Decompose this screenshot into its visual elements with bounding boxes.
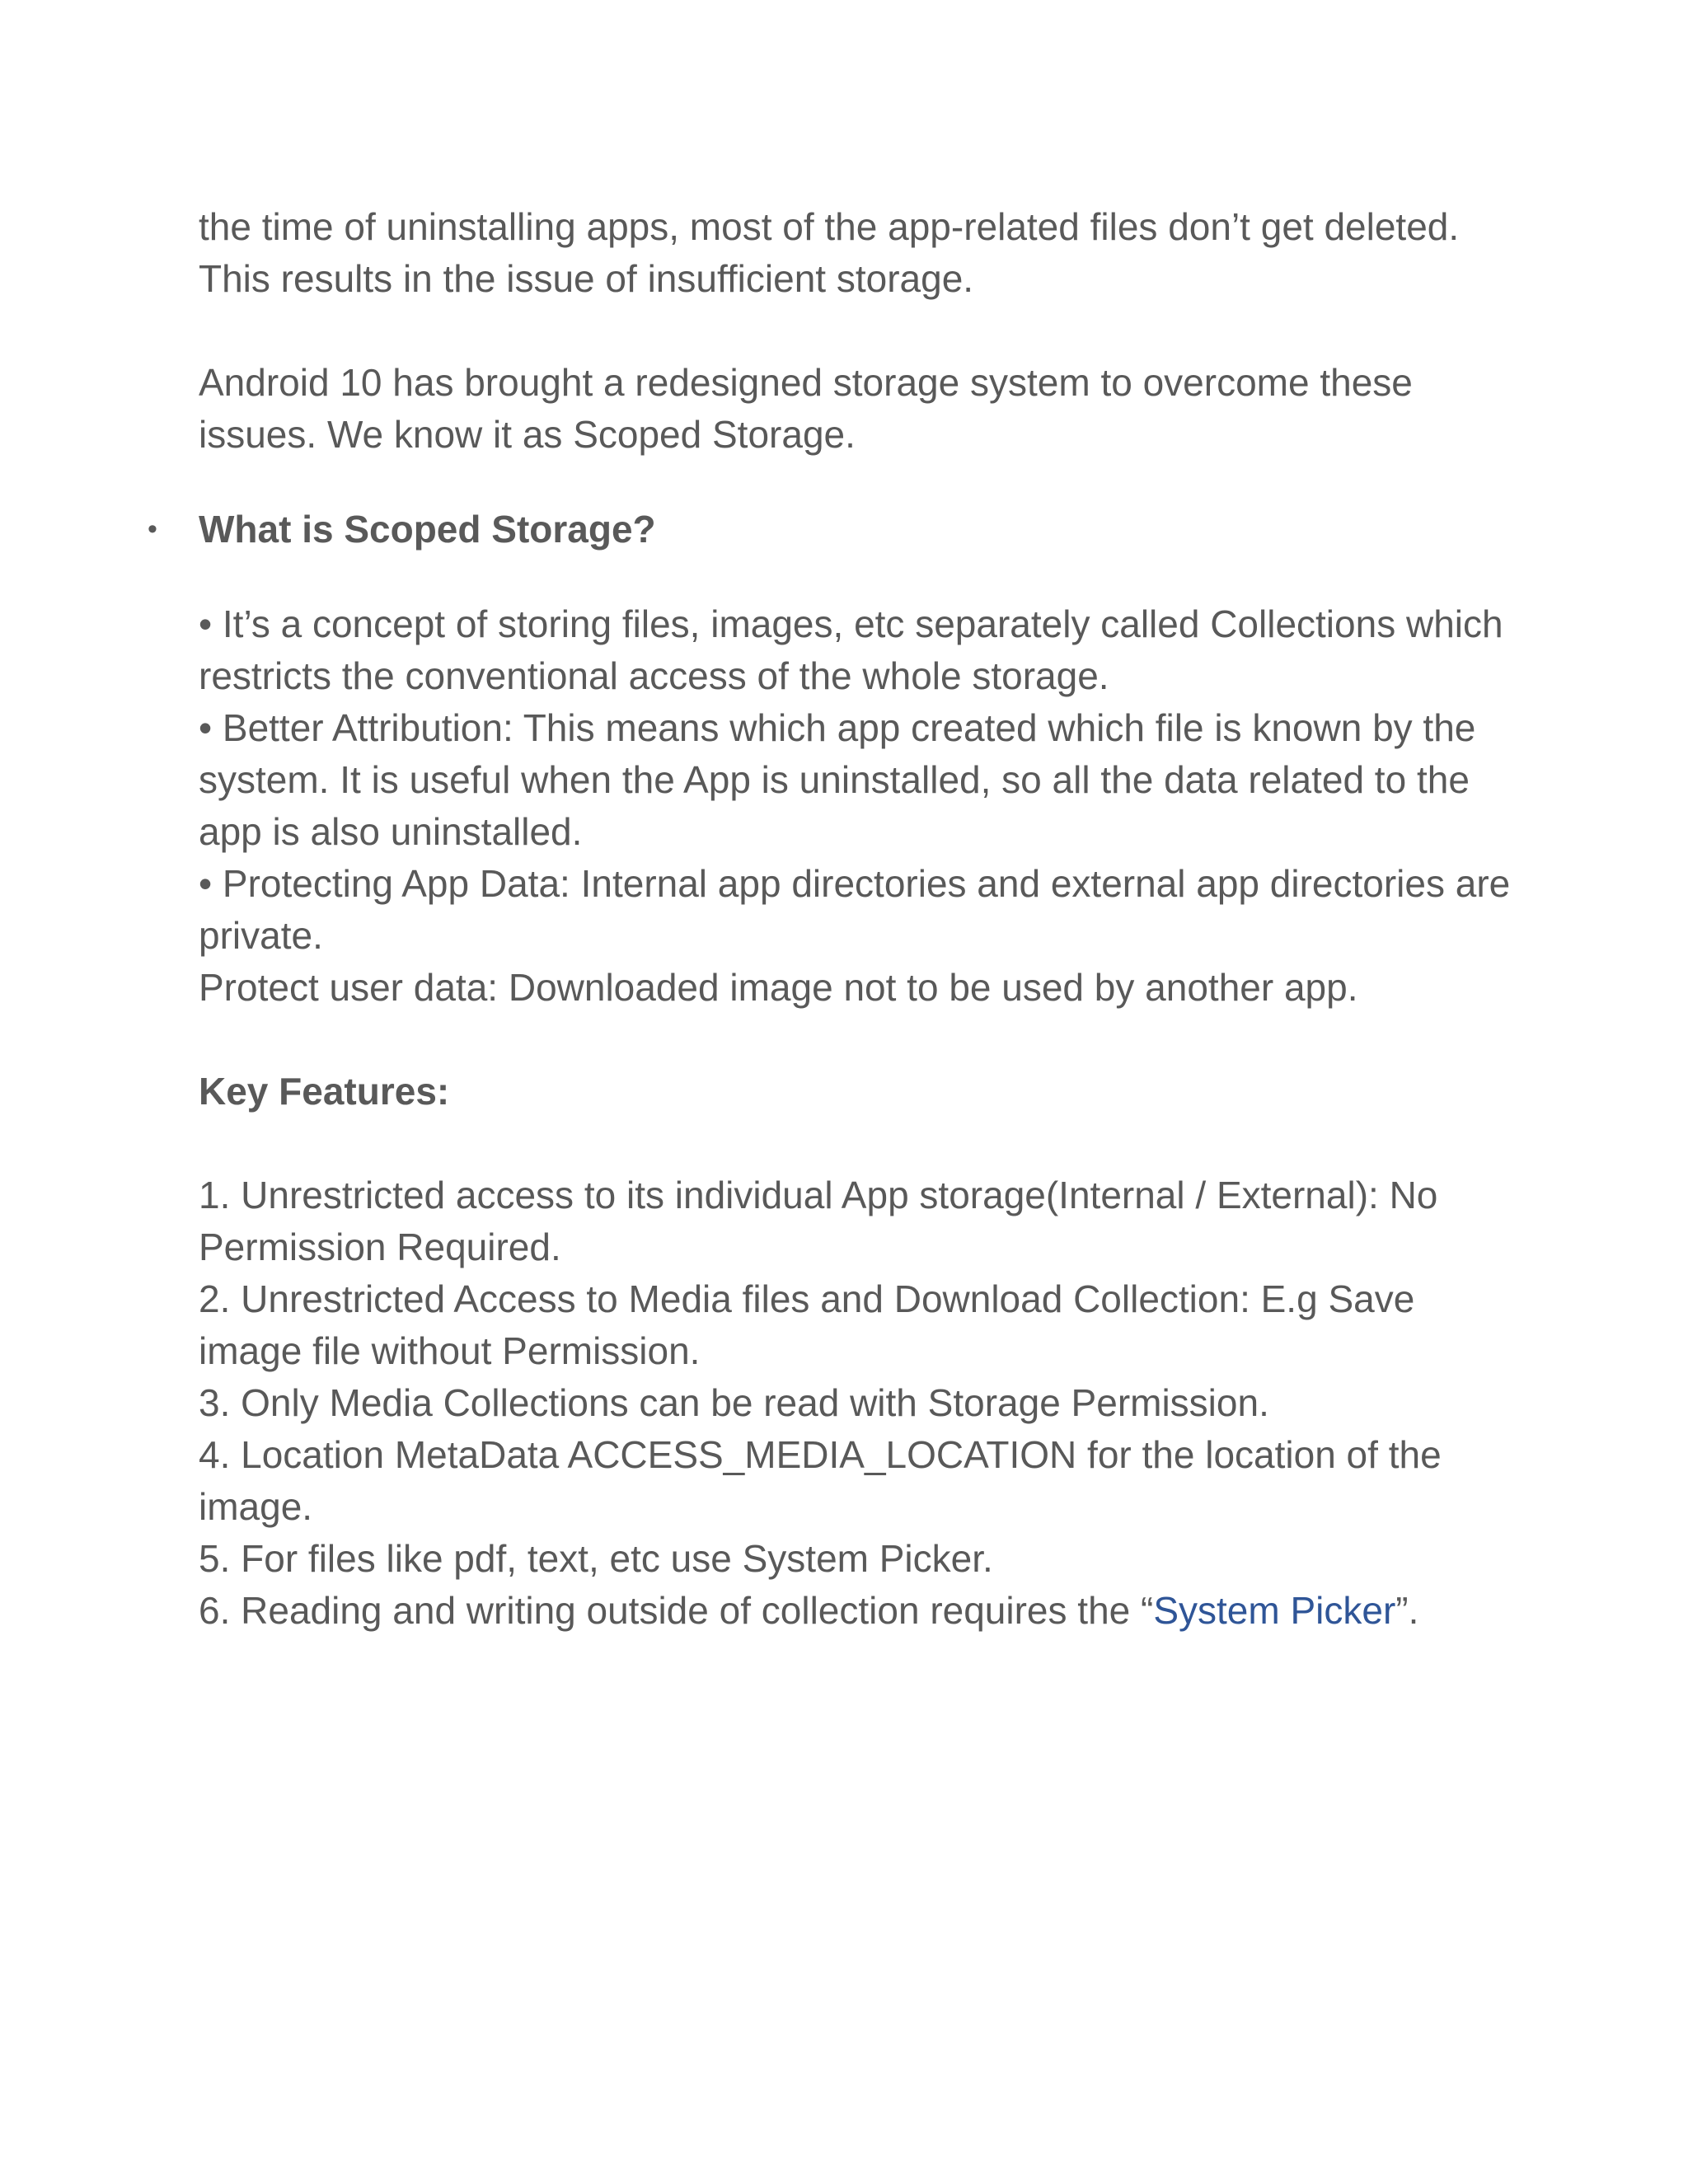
feature-6-line: [199, 1585, 1517, 1637]
point-3-line-1: • Protecting App Data: Internal app directories and external app directories are: [199, 862, 1511, 905]
android10-line-1: Android 10 has brought a redesigned storage system to overcome these: [199, 361, 1413, 404]
point-2-line-3: app is also uninstalled.: [199, 810, 583, 853]
point-3-line-2: private.: [199, 914, 323, 957]
feature-5-line-1: 5. For files like pdf, text, etc use System Picker.: [199, 1537, 993, 1580]
key-features-list: [199, 1169, 1517, 1637]
spacer: [199, 1118, 1517, 1169]
system-picker-link[interactable]: System Picker: [1153, 1589, 1396, 1632]
list-bullet-icon: •: [148, 513, 157, 545]
feature-1-line-2: Permission Required.: [199, 1226, 561, 1268]
point-1-line-1: • It’s a concept of storing files, images, etc separately called Collections which: [199, 602, 1503, 645]
point-2-line-1: • Better Attribution: This means which app created which file is known by the: [199, 706, 1476, 749]
feature-4-line-1: 4. Location MetaData ACCESS_MEDIA_LOCATION for the location of the: [199, 1433, 1442, 1476]
document-body: [148, 201, 1517, 1637]
feature-2-line-2: image file without Permission.: [199, 1329, 701, 1372]
point-1-line-2: restricts the conventional access of the whole storage.: [199, 654, 1109, 697]
section-heading: What is Scoped Storage?: [199, 508, 656, 551]
points-paragraph: [199, 598, 1517, 1014]
android10-line-2: issues. We know it as Scoped Storage.: [199, 413, 856, 456]
intro-line-2: This results in the issue of insufficient storage.: [199, 257, 974, 300]
feature-3-line-1: 3. Only Media Collections can be read with Storage Permission.: [199, 1381, 1269, 1424]
intro-line-1: the time of uninstalling apps, most of the app-related files don’t get deleted.: [199, 205, 1460, 248]
spacer: [199, 555, 1517, 598]
feature-1-line-1: 1. Unrestricted access to its individual App storage(Internal / External): No: [199, 1174, 1438, 1216]
spacer: [199, 1014, 1517, 1066]
point-4-line-1: Protect user data: Downloaded image not to be used by another app.: [199, 966, 1358, 1009]
spacer: [199, 461, 1517, 504]
android10-paragraph: [199, 357, 1517, 461]
point-2-line-2: system. It is useful when the App is uninstalled, so all the data related to the: [199, 758, 1470, 801]
key-features-heading: Key Features:: [199, 1070, 450, 1113]
feature-6-prefix: 6. Reading and writing outside of collection requires the “: [199, 1589, 1154, 1632]
feature-2-line-1: 2. Unrestricted Access to Media files and Download Collection: E.g Save: [199, 1277, 1415, 1320]
intro-paragraph: [199, 201, 1517, 305]
feature-4-line-2: image.: [199, 1485, 313, 1528]
spacer: [199, 305, 1517, 357]
section-heading-row: [148, 504, 1517, 555]
feature-6-suffix: ”.: [1395, 1589, 1419, 1632]
